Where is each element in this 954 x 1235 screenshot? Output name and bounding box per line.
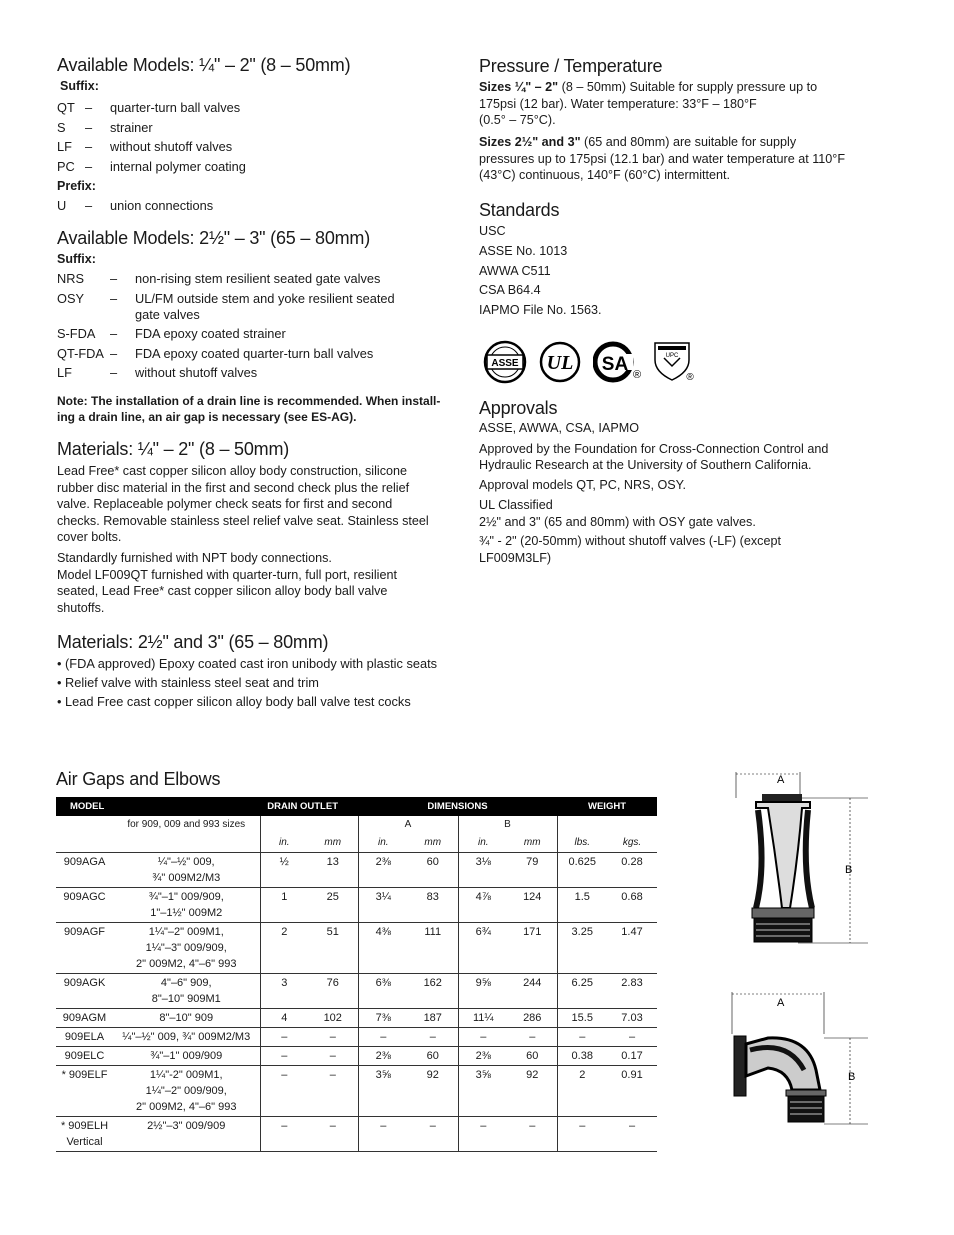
value-cell: – [358, 1028, 408, 1047]
approvals-title: Approvals [479, 398, 558, 418]
item-code: QT [57, 100, 75, 115]
ul-logo-text: UL [546, 352, 574, 374]
bullet-item: • Relief valve with stainless steel seat and trim [57, 675, 319, 690]
table-row [56, 1047, 657, 1066]
table-header-row [56, 797, 657, 816]
item-code: S [57, 119, 66, 135]
model-name: 909AGA [63, 856, 106, 868]
model-name: * 909ELH [60, 1120, 109, 1132]
suffix-list [57, 100, 437, 178]
text-line: valve. Replaceable polymer check seats for first and second [57, 497, 393, 511]
subheader-blank [260, 816, 358, 834]
value-cell: – [358, 1117, 408, 1152]
value-cell: 0.68 [607, 888, 657, 923]
value-cell: 0.17 [607, 1047, 657, 1066]
value-cell: – [260, 1117, 308, 1152]
list-item [57, 159, 437, 175]
value-cell: 244 [508, 974, 557, 1009]
standard-item: CSA B64.4 [479, 283, 541, 298]
approvals-line: UL Classified [479, 498, 553, 512]
value-cell: 3¼ [358, 888, 408, 923]
item-desc-line: UL/FM outside stem and yoke resilient seated [135, 290, 395, 306]
csa-reg-mark: ® [632, 369, 642, 381]
sizes-line: 8"–10" 909 [159, 1012, 214, 1024]
approvals-text [479, 420, 889, 566]
unit-cell: mm [308, 834, 358, 853]
standards-list [479, 222, 779, 321]
sizes-cell [113, 1117, 260, 1152]
item-desc [110, 159, 437, 175]
unit-cell: in. [260, 834, 308, 853]
value-cell: 6.25 [557, 974, 607, 1009]
text-line: cover bolts. [57, 530, 122, 544]
model-name-2: Vertical [66, 1136, 103, 1148]
upc-reg-mark: ® [686, 372, 694, 383]
value-cell: 2⅜ [358, 1047, 408, 1066]
value-cell: 15.5 [557, 1009, 607, 1028]
model-cell [56, 853, 113, 888]
pressure-sizes-large: Sizes 2½" and 3" [479, 135, 581, 149]
pressure-line: pressures up to 175psi (12.1 bar) and water temperature at 110°F [479, 151, 846, 166]
approvals-line: Approved by the Foundation for Cross-Connection Control and [479, 441, 829, 456]
unit-cell: mm [408, 834, 458, 853]
value-cell: – [607, 1028, 657, 1047]
approvals-line: Approval models QT, PC, NRS, OSY. [479, 477, 686, 492]
table-row [56, 853, 657, 888]
item-desc-line: FDA epoxy coated quarter-turn ball valves [135, 345, 374, 361]
dim-b-label: B [845, 864, 853, 876]
materials-small-para1 [57, 463, 452, 546]
item-code: OSY [57, 290, 85, 306]
value-cell: 0.28 [607, 853, 657, 888]
text-line: Lead Free* cast copper silicon alloy body construction, silicone [57, 464, 408, 478]
value-cell: 1 [260, 888, 308, 923]
model-name: 909ELA [64, 1031, 105, 1043]
dim-a-label: A [777, 997, 785, 1009]
item-code: PC [57, 158, 75, 174]
value-cell: 2⅜ [458, 1047, 508, 1066]
value-cell: 25 [308, 888, 358, 923]
value-cell: 4⅞ [458, 888, 508, 923]
dim-a-label: A [777, 774, 785, 786]
sizes-line: 2" 009M2, 4"–6" 993 [136, 1101, 237, 1113]
subheader-a: A [358, 816, 458, 834]
item-desc [110, 198, 437, 214]
item-desc-line: without shutoff valves [110, 139, 233, 154]
pressure-line: (8 – 50mm) Suitable for supply pressure up to [558, 80, 818, 94]
units-blank [113, 834, 260, 853]
value-cell: 286 [508, 1009, 557, 1028]
air-gap-diagram [728, 768, 878, 953]
value-cell: 0.38 [557, 1047, 607, 1066]
value-cell: 2⅜ [358, 853, 408, 888]
list-item [57, 120, 437, 136]
item-desc [135, 291, 447, 323]
table-row [56, 923, 657, 974]
text-line: seated, Lead Free* cast copper silicon alloy body ball valve [57, 584, 388, 598]
item-code: LF [57, 139, 72, 154]
header-dimensions: DIMENSIONS [358, 797, 557, 816]
unit-cell: mm [508, 834, 557, 853]
value-cell: 1.5 [557, 888, 607, 923]
value-cell: 7⅜ [358, 1009, 408, 1028]
item-desc [110, 139, 437, 155]
suffix-list-large [57, 271, 447, 385]
subheader-blank [56, 816, 113, 834]
approvals-line: LF009M3LF) [479, 550, 552, 565]
table-row [56, 1009, 657, 1028]
header-weight: WEIGHT [557, 797, 657, 816]
value-cell: 92 [408, 1066, 458, 1117]
approvals-line: ASSE, AWWA, CSA, IAPMO [479, 421, 640, 435]
value-cell: – [557, 1028, 607, 1047]
value-cell: – [508, 1117, 557, 1152]
list-item [57, 271, 447, 287]
header-drain: DRAIN OUTLET [260, 797, 358, 816]
model-cell [56, 974, 113, 1009]
item-dash: – [110, 326, 118, 341]
item-code: U [57, 198, 67, 213]
item-dash: – [85, 158, 93, 174]
value-cell: 3⅝ [458, 1066, 508, 1117]
value-cell: 2 [557, 1066, 607, 1117]
model-cell [56, 888, 113, 923]
value-cell: – [458, 1028, 508, 1047]
materials-small-title: Materials: ¼" – 2" (8 – 50mm) [57, 439, 290, 459]
model-cell [56, 1009, 113, 1028]
sizes-cell [113, 1028, 260, 1047]
sizes-cell [113, 1066, 260, 1117]
csa-logo [593, 340, 643, 389]
table-row [56, 1066, 657, 1117]
item-dash: – [110, 365, 118, 380]
list-item [57, 346, 447, 362]
value-cell: ½ [260, 853, 308, 888]
table-row [56, 1117, 657, 1152]
value-cell: – [408, 1028, 458, 1047]
item-desc [110, 120, 437, 136]
value-cell: 2.83 [607, 974, 657, 1009]
unit-cell: in. [358, 834, 408, 853]
value-cell: – [308, 1047, 358, 1066]
model-name: 909AGC [63, 891, 106, 903]
unit-cell: in. [458, 834, 508, 853]
item-dash: – [85, 198, 93, 213]
value-cell: 162 [408, 974, 458, 1009]
item-desc [135, 326, 447, 342]
approvals-line: Hydraulic Research at the University of Southern California. [479, 458, 812, 472]
item-desc-line: without shutoff valves [135, 365, 258, 380]
value-cell: 102 [308, 1009, 358, 1028]
model-cell [56, 923, 113, 974]
item-code: S-FDA [57, 326, 96, 341]
approvals-line: ¾" - 2" (20-50mm) without shutoff valves (-LF) (except [479, 534, 781, 548]
item-desc-line: internal polymer coating [110, 158, 246, 174]
value-cell: 6⅜ [358, 974, 408, 1009]
value-cell: – [408, 1117, 458, 1152]
item-dash: – [110, 345, 118, 361]
value-cell: – [308, 1028, 358, 1047]
value-cell: – [508, 1028, 557, 1047]
elbow-diagram [728, 990, 878, 1135]
table-units-row [56, 834, 657, 853]
item-desc-line: strainer [110, 119, 153, 135]
value-cell: – [260, 1028, 308, 1047]
value-cell: 3⅛ [458, 853, 508, 888]
item-desc [135, 271, 447, 287]
text-line: rubber disc material in the first and second check plus the relief [57, 480, 410, 495]
models-large-title: Available Models: 2½" – 3" (65 – 80mm) [57, 228, 371, 248]
item-dash: – [85, 139, 93, 154]
value-cell: 124 [508, 888, 557, 923]
list-item [57, 139, 437, 155]
pressure-para1 [479, 79, 879, 129]
sizes-line: 8"–10" 909M1 [151, 993, 221, 1005]
bullet-item: • Lead Free cast copper silicon alloy body ball valve test cocks [57, 694, 411, 709]
sizes-cell [113, 923, 260, 974]
model-name: 909AGM [62, 1012, 107, 1024]
subheader-blank [557, 816, 657, 834]
materials-large-bullets [57, 654, 457, 711]
model-cell [56, 1047, 113, 1066]
unit-cell: lbs. [557, 834, 607, 853]
model-name: * 909ELF [61, 1069, 108, 1081]
model-cell [56, 1066, 113, 1117]
item-code: LF [57, 365, 72, 380]
sizes-cell [113, 1047, 260, 1066]
sizes-line: 1"–1½" 009M2 [150, 907, 223, 919]
item-desc [135, 365, 447, 381]
list-item [57, 291, 447, 323]
value-cell: 6¾ [458, 923, 508, 974]
item-desc-line: union connections [110, 198, 214, 213]
value-cell: 60 [508, 1047, 557, 1066]
materials-large-title: Materials: 2½" and 3" (65 – 80mm) [57, 632, 329, 652]
value-cell: 51 [308, 923, 358, 974]
value-cell: – [458, 1117, 508, 1152]
value-cell: – [607, 1117, 657, 1152]
sizes-line: 1¼"–2" 009M1, [148, 926, 224, 938]
value-cell: 60 [408, 853, 458, 888]
drain-note [57, 394, 452, 425]
upc-logo-text: UPC [665, 353, 679, 359]
upc-logo [652, 340, 696, 389]
table-subheader-row [56, 816, 657, 834]
sizes-line: 1¼"–2" 009/909, [145, 1085, 227, 1097]
sizes-cell [113, 853, 260, 888]
value-cell: 2 [260, 923, 308, 974]
models-small-title: Available Models: ¼" – 2" (8 – 50mm) [57, 55, 351, 75]
suffix-label-large: Suffix: [57, 252, 96, 266]
text-line: Standardly furnished with NPT body connections. [57, 551, 332, 565]
dim-b-label: B [848, 1071, 856, 1083]
model-cell [56, 1028, 113, 1047]
sizes-line: ¼"–½" 009, [157, 856, 215, 868]
pressure-line: (65 and 80mm) are suitable for supply [580, 135, 797, 149]
standard-item: ASSE No. 1013 [479, 243, 568, 258]
item-desc-line: FDA epoxy coated strainer [135, 326, 286, 341]
asse-logo-text: ASSE [491, 358, 519, 369]
pressure-title: Pressure / Temperature [479, 56, 663, 76]
asse-logo [483, 340, 527, 389]
standard-item: USC [479, 224, 506, 238]
sizes-cell [113, 974, 260, 1009]
text-line: checks. Removable stainless steel relief valve seat. Stainless steel [57, 513, 429, 528]
value-cell: 3.25 [557, 923, 607, 974]
item-code: QT-FDA [57, 345, 104, 361]
value-cell: 3 [260, 974, 308, 1009]
subheader-sizes: for 909, 009 and 993 sizes [127, 819, 246, 830]
materials-small-para2 [57, 550, 452, 616]
subheader-b: B [458, 816, 557, 834]
sizes-line: 2" 009M2, 4"–6" 993 [136, 958, 237, 970]
value-cell: 171 [508, 923, 557, 974]
pressure-sizes-small: Sizes ¼" – 2" [479, 80, 559, 94]
list-item [57, 198, 437, 214]
airgaps-table [56, 797, 657, 1152]
item-desc [110, 100, 437, 116]
model-name: 909ELC [64, 1050, 105, 1062]
pressure-line: (0.5° – 75°C). [479, 113, 556, 127]
value-cell: 60 [408, 1047, 458, 1066]
value-cell: 11¼ [458, 1009, 508, 1028]
value-cell: 3⅝ [358, 1066, 408, 1117]
ul-logo [538, 340, 582, 389]
value-cell: 4⅜ [358, 923, 408, 974]
value-cell: – [308, 1066, 358, 1117]
sizes-line: 1¼"-2" 009M1, [149, 1069, 223, 1081]
value-cell: 111 [408, 923, 458, 974]
item-dash: – [85, 119, 93, 135]
note-line: ing a drain line, an air gap is necessary (see ES-AG). [57, 409, 357, 424]
sizes-line: 4"–6" 909, [160, 977, 212, 989]
text-line: shutoffs. [57, 600, 105, 615]
text-line: Model LF009QT furnished with quarter-turn, full port, resilient [57, 567, 397, 582]
table-row [56, 974, 657, 1009]
csa-logo-text: SA [601, 354, 629, 375]
value-cell: 76 [308, 974, 358, 1009]
value-cell: 4 [260, 1009, 308, 1028]
standards-title: Standards [479, 200, 560, 220]
sizes-line: ¾" 009M2/M3 [152, 872, 221, 884]
item-desc-line: non-rising stem resilient seated gate valves [135, 271, 381, 286]
value-cell: – [260, 1047, 308, 1066]
suffix-label: Suffix: [60, 79, 99, 93]
value-cell: 187 [408, 1009, 458, 1028]
prefix-list [57, 198, 437, 218]
value-cell: 7.03 [607, 1009, 657, 1028]
unit-cell: kgs. [607, 834, 657, 853]
note-line: Note: The installation of a drain line is recommended. When install- [57, 394, 441, 408]
value-cell: 1.47 [607, 923, 657, 974]
list-item [57, 326, 447, 342]
sizes-cell [113, 888, 260, 923]
model-name: 909AGF [64, 926, 105, 938]
value-cell: 9⅝ [458, 974, 508, 1009]
prefix-label: Prefix: [57, 179, 96, 193]
table-row [56, 1028, 657, 1047]
sizes-line: 2½"–3" 009/909 [147, 1120, 226, 1132]
bullet-item: • (FDA approved) Epoxy coated cast iron unibody with plastic seats [57, 656, 438, 671]
value-cell: 13 [308, 853, 358, 888]
pressure-line: 175psi (12 bar). Water temperature: 33°F – 180°F [479, 96, 757, 111]
value-cell: 79 [508, 853, 557, 888]
standard-item: AWWA C511 [479, 263, 551, 278]
approvals-line: 2½" and 3" (65 and 80mm) with OSY gate valves. [479, 514, 756, 529]
standard-item: IAPMO File No. 1563. [479, 303, 602, 318]
sizes-line: 1¼"–3" 009/909, [145, 942, 227, 954]
list-item [57, 365, 447, 381]
sizes-line: ¾"–1" 009/909 [150, 1050, 223, 1062]
item-desc-line: gate valves [135, 306, 200, 322]
value-cell: 0.625 [557, 853, 607, 888]
airgaps-title: Air Gaps and Elbows [56, 769, 221, 789]
item-desc [135, 346, 447, 362]
value-cell: 92 [508, 1066, 557, 1117]
sizes-line: ¾"–1" 009/909, [148, 891, 224, 903]
item-dash: – [110, 271, 118, 286]
item-desc-line: quarter-turn ball valves [110, 100, 241, 115]
value-cell: – [308, 1117, 358, 1152]
sizes-cell [113, 1009, 260, 1028]
value-cell: 0.91 [607, 1066, 657, 1117]
item-code: NRS [57, 271, 85, 286]
sizes-line: ¼"–½" 009, ¾" 009M2/M3 [122, 1031, 251, 1043]
value-cell: 83 [408, 888, 458, 923]
list-item [57, 100, 437, 116]
model-cell [56, 1117, 113, 1152]
header-model: MODEL [56, 797, 260, 816]
item-dash: – [110, 290, 118, 306]
units-blank [56, 834, 113, 853]
value-cell: – [557, 1117, 607, 1152]
model-name: 909AGK [63, 977, 106, 989]
item-dash: – [85, 100, 93, 115]
pressure-para2 [479, 134, 879, 184]
pressure-line: (43°C) continuous, 140°F (60°C) intermittent. [479, 168, 730, 182]
value-cell: – [260, 1066, 308, 1117]
table-row [56, 888, 657, 923]
